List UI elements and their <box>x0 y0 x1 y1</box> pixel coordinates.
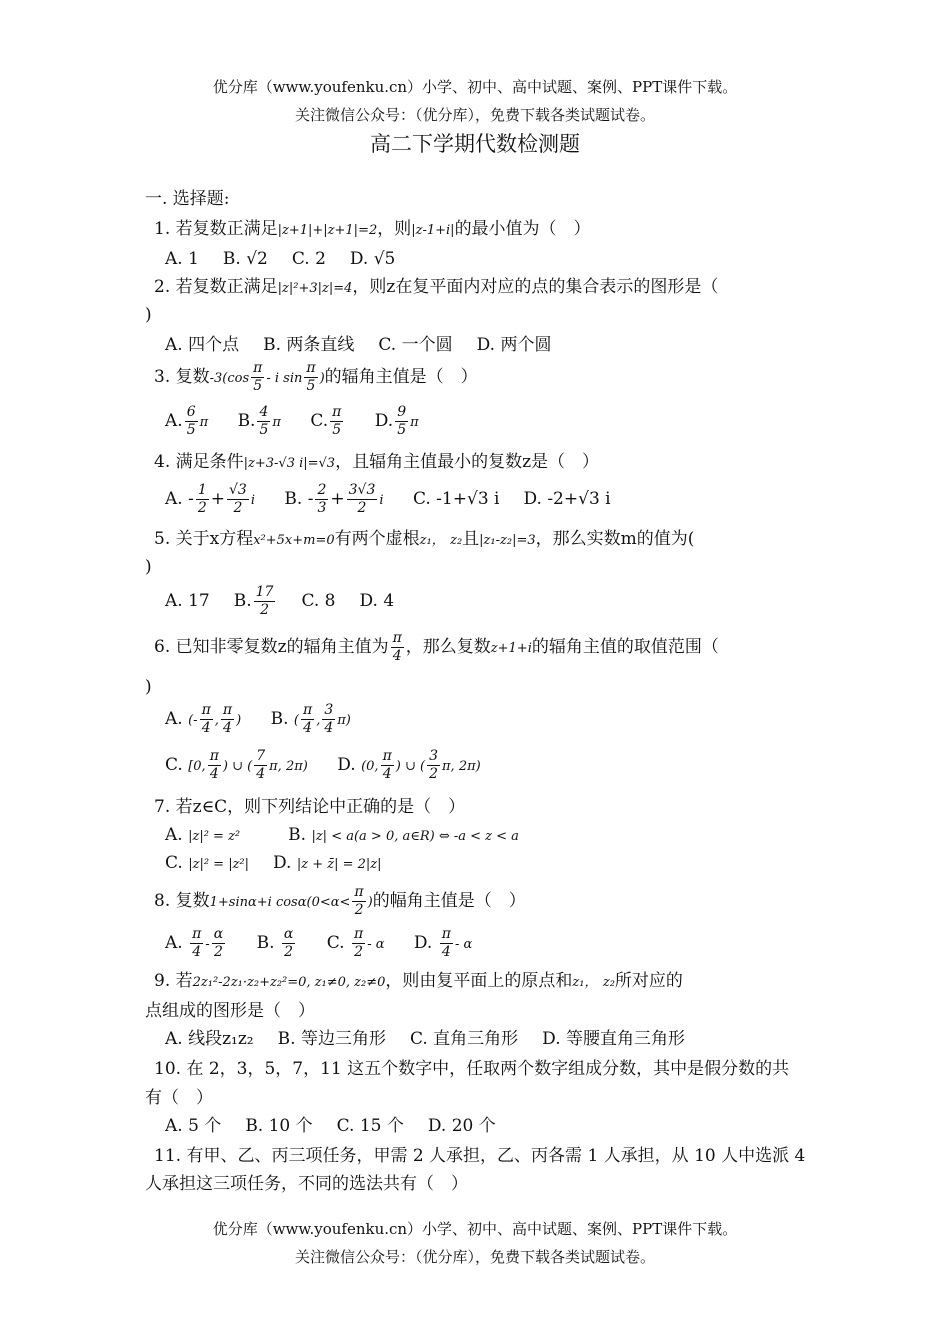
question-5-tail: ) <box>145 557 152 577</box>
header-line-2: 关注微信公众号：（优分库），免费下载各类试题试卷。 <box>294 106 655 124</box>
question-2-options: A. 四个点 B. 两条直线 C. 一个圆 D. 两个圆 <box>165 335 552 355</box>
question-7: 7. 若z∈C，则下列结论中正确的是（ ） <box>154 797 466 817</box>
question-6-tail: ) <box>145 677 152 697</box>
question-5: 5. 关于x方程x²+5x+m=0有两个虚根z₁， z₂且|z₁-z₂|=3，那么实数m的值为( <box>154 529 695 549</box>
question-3: 3. 复数-3(cos $\frac{\pi}{5}$ - i sin $\frac{\pi}{5}$ )的辐角主值是（ ） <box>154 360 478 394</box>
question-4-options: A. - $\frac{1}{2}$ + $\frac{√3}{2}$ i B. - $\frac{2}{3}$ + $\frac{3√3}{2}$ i C. -1+√3 i D. -2+√3 i <box>165 482 611 516</box>
question-6-options-ab: A. (- $\frac{\pi}{4}$ , $\frac{\pi}{4}$ ) B. ( $\frac{\pi}{4}$ , $\frac{3}{4}$ π) <box>165 702 351 736</box>
question-2-tail: ) <box>145 305 152 325</box>
question-6-options-cd: C. [0, $\frac{\pi}{4}$ ) ∪ ( $\frac{7}{4}$ π, 2π) D. (0, $\frac{\pi}{4}$ ) ∪ ( $\frac{3}{2}$ π, 2π) <box>165 748 481 782</box>
question-6: 6. 已知非零复数z的辐角主值为 $\frac{\pi}{4}$ ，那么复数z+1+i的辐角主值的取值范围（ <box>154 630 719 664</box>
question-2: 2. 若复数正满足|z|²+3|z|=4，则z在复平面内对应的点的集合表示的图形是（ <box>154 277 719 297</box>
footer-line-2: 关注微信公众号：（优分库），免费下载各类试题试卷。 <box>294 1248 655 1266</box>
question-10-options: A. 5 个 B. 10 个 C. 15 个 D. 20 个 <box>165 1116 496 1136</box>
page-title: 高二下学期代数检测题 <box>370 132 580 156</box>
question-8: 8. 复数1+sinα+i cosα(0<α< $\frac{\pi}{2}$ )的幅角主值是（ ） <box>154 884 526 918</box>
question-7-options-ab: A. |z|² = z² B. |z| < a(a > 0, a∈R) ⇔ -a < z < a <box>165 825 519 845</box>
question-5-options: A. 17 B. $\frac{17}{2}$ C. 8 D. 4 <box>165 584 395 618</box>
question-3-options: A. $\frac{6}{5}$ π B. $\frac{4}{5}$ π C. $\frac{\pi}{5}$ D. $\frac{9}{5}$ π <box>165 404 419 438</box>
question-9: 9. 若2z₁²-2z₁·z₂+z₂²=0, z₁≠0, z₂≠0，则由复平面上的原点和z₁， z₂所对应的 <box>154 971 683 991</box>
question-9-options: A. 线段z₁z₂ B. 等边三角形 C. 直角三角形 D. 等腰直角三角形 <box>165 1029 686 1049</box>
question-1: 1. 若复数正满足|z+1|+|z+1|=2，则|z-1+i|的最小值为（ ） <box>154 219 591 239</box>
question-7-options-cd: C. |z|² = |z²| D. |z + z̄| = 2|z| <box>165 853 382 873</box>
header-line-1: 优分库（www.youfenku.cn）小学、初中、高中试题、案例、PPT课件下载。 <box>212 78 738 96</box>
question-4: 4. 满足条件|z+3-√3 i|=√3，且辐角主值最小的复数z是（ ） <box>154 452 600 472</box>
question-11: 11. 有甲、乙、丙三项任务，甲需 2 人承担，乙、丙各需 1 人承担，从 10 人中选派 4 <box>154 1146 806 1166</box>
section-heading: 一. 选择题: <box>145 189 230 209</box>
question-8-options: A. $\frac{\pi}{4}$ - $\frac{\alpha}{2}$ B. $\frac{\alpha}{2}$ C. $\frac{\pi}{2}$ - α D. $\frac{\pi}{4}$ - α <box>165 926 473 960</box>
question-9-line-2: 点组成的图形是（ ） <box>145 1001 315 1021</box>
footer-line-1: 优分库（www.youfenku.cn）小学、初中、高中试题、案例、PPT课件下载。 <box>212 1220 738 1238</box>
question-11-line-2: 人承担这三项任务，不同的选法共有（ ） <box>145 1174 468 1194</box>
question-1-options: A. 1 B. √2 C. 2 D. √5 <box>165 249 396 269</box>
question-10: 10. 在 2，3，5，7，11 这五个数字中，任取两个数字组成分数，其中是假分数的共 <box>154 1059 790 1079</box>
question-10-line-2: 有（ ） <box>145 1088 213 1108</box>
